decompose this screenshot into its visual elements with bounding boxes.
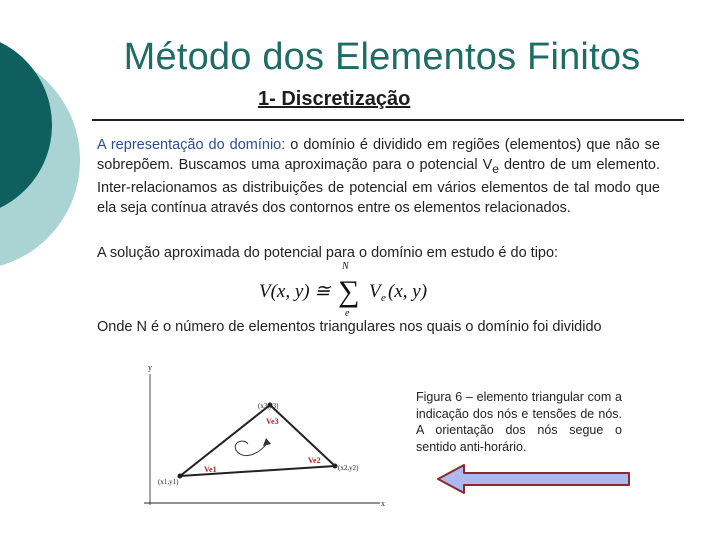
formula-rhs-sub: e: [381, 292, 386, 304]
figure-caption: Figura 6 – elemento triangular com a indicação dos nós e tensões de nós. A orientação dos nós segue o sentido anti-horário.: [416, 390, 622, 454]
section-subtitle: 1- Discretização: [258, 88, 411, 110]
paragraph-text-a: o domínio é dividido em regiões (elementos) que não se sobrepõem. Buscamos uma aproximação para o potencial V: [97, 137, 660, 173]
orientation-arc: [235, 441, 268, 455]
formula-rhs-args: (x, y): [388, 281, 428, 302]
orientation-arrowhead: [263, 438, 271, 446]
formula-lhs: V(x, y) ≅: [259, 281, 331, 302]
paragraph-lead: A representação do domínio:: [97, 137, 286, 153]
summation-formula: [255, 259, 445, 319]
node-2-voltage: Ve2: [308, 456, 321, 465]
node-3-coordinates: (x3,y3): [258, 402, 279, 410]
subscript-e: e: [492, 161, 499, 176]
formula-lower-limit: e: [345, 308, 350, 319]
paragraph-text-b: dentro de um elemento. Inter-relacionamos as distribuições de potencial em vários elementos de tal modo que ela seja contínua através dos contornos entre os elementos relacionados.: [97, 156, 661, 216]
node-2-dot: [333, 464, 338, 469]
paragraph-solution: A solução aproximada do potencial para o domínio em estudo é do tipo:: [97, 245, 559, 261]
formula-upper-limit: N: [342, 261, 349, 272]
node-1-voltage: Ve1: [204, 465, 217, 474]
x-axis-label: x: [381, 499, 385, 508]
paragraph-n-definition: Onde N é o número de elementos triangulares nos quais o domínio foi dividido: [97, 319, 602, 335]
node-3-voltage: Ve3: [266, 417, 279, 426]
left-arrow-icon: [436, 462, 632, 496]
formula-rhs-v: V: [369, 281, 381, 302]
node-1-coordinates: (x1,y1): [158, 478, 179, 486]
paragraph-domain-representation: [97, 136, 660, 218]
y-axis-label: y: [148, 363, 152, 372]
triangular-element-figure: [140, 360, 400, 520]
node-2-coordinates: (x2,y2): [338, 464, 359, 472]
formula-sigma: ∑: [338, 275, 360, 308]
page-title: Método dos Elementos Finitos: [123, 36, 641, 78]
divider: [92, 119, 684, 121]
